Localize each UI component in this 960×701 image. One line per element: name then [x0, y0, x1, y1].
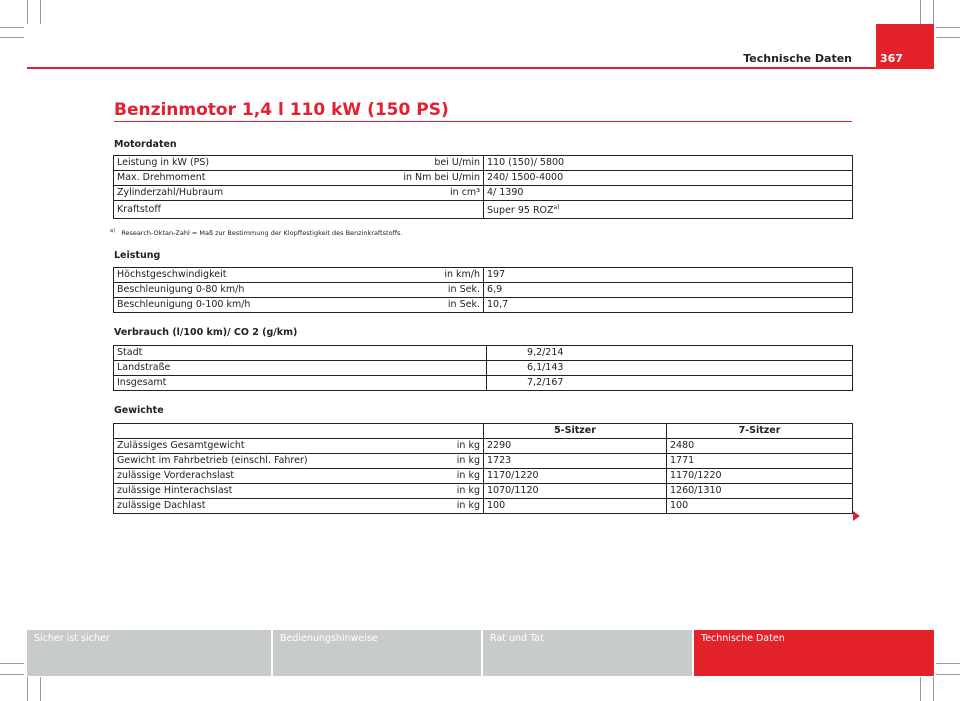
table-leistung	[113, 267, 853, 313]
table-verbrauch	[113, 345, 853, 391]
row-label: Max. Drehmoment	[114, 171, 335, 186]
row-unit: bei U/min	[335, 156, 484, 171]
row-value-5-sitzer: 1070/1120	[484, 484, 667, 499]
crop-mark	[40, 677, 41, 701]
footnote-text: Research-Oktan-Zahl = Maß zur Bestimmung der Klopffestigkeit des Benzinkraftstoffs.	[121, 229, 403, 238]
row-value-7-sitzer: 1170/1220	[667, 469, 853, 484]
footer-tab-label: Rat und Tat	[490, 633, 544, 644]
row-value-7-sitzer: 1260/1310	[667, 484, 853, 499]
row-value-5-sitzer: 1723	[484, 454, 667, 469]
row-value: 197	[484, 268, 853, 283]
footer-tab-technische-daten[interactable]	[694, 630, 934, 676]
footer-tab-sicher-ist-sicher[interactable]	[27, 630, 271, 676]
footnote	[110, 228, 403, 237]
section-heading-leistung: Leistung	[114, 250, 161, 261]
row-value: 4/ 1390	[484, 186, 853, 201]
row-unit: in Sek.	[335, 298, 484, 313]
row-unit: in kg	[335, 454, 484, 469]
row-value: 10,7	[484, 298, 853, 313]
row-label: Kraftstoff	[114, 201, 335, 219]
row-label: Höchstgeschwindigkeit	[114, 268, 335, 283]
table-gewichte	[113, 423, 853, 514]
table-row	[114, 298, 853, 313]
row-unit: in Sek.	[335, 283, 484, 298]
row-value-cell	[484, 201, 853, 219]
section-heading-verbrauch: Verbrauch (l/100 km)/ CO 2 (g/km)	[114, 327, 298, 338]
row-value-7-sitzer: 1771	[667, 454, 853, 469]
row-unit: in Nm bei U/min	[335, 171, 484, 186]
table-header-row	[114, 424, 853, 439]
footer-tab-rat-und-tat[interactable]	[483, 630, 692, 676]
crop-mark	[936, 663, 960, 664]
table-row	[114, 361, 853, 376]
row-value: 9,2/214	[487, 346, 853, 361]
row-label: zulässige Vorderachslast	[114, 469, 335, 484]
table-row	[114, 283, 853, 298]
footer-tab-label: Sicher ist sicher	[34, 633, 110, 644]
table-row	[114, 469, 853, 484]
table-row	[114, 484, 853, 499]
row-label: Gewicht im Fahrbetrieb (einschl. Fahrer)	[114, 454, 335, 469]
crop-mark	[0, 674, 24, 675]
row-label: zulässige Dachlast	[114, 499, 335, 514]
crop-mark	[936, 27, 960, 28]
page-number: 367	[880, 52, 903, 65]
row-value-5-sitzer: 1170/1220	[484, 469, 667, 484]
table-row	[114, 499, 853, 514]
footer-tab-label: Technische Daten	[701, 633, 785, 644]
table-row	[114, 156, 853, 171]
running-header: Technische Daten	[743, 52, 852, 65]
row-label: Zulässiges Gesamtgewicht	[114, 439, 335, 454]
table-row	[114, 186, 853, 201]
row-value-5-sitzer: 100	[484, 499, 667, 514]
row-unit: in kg	[335, 499, 484, 514]
continue-arrow-icon	[853, 511, 860, 521]
table-row	[114, 268, 853, 283]
row-unit: in cm³	[335, 186, 484, 201]
table-row	[114, 376, 853, 391]
row-unit: in kg	[335, 469, 484, 484]
crop-mark	[933, 677, 934, 701]
row-label: Leistung in kW (PS)	[114, 156, 335, 171]
header-empty-cell	[114, 424, 484, 439]
row-value: 6,9	[484, 283, 853, 298]
row-value-7-sitzer: 2480	[667, 439, 853, 454]
footer-tab-label: Bedienungshinweise	[280, 633, 378, 644]
column-header: 5-Sitzer	[484, 424, 667, 439]
crop-mark	[920, 0, 921, 24]
table-row	[114, 346, 853, 361]
crop-mark	[40, 0, 41, 24]
crop-mark	[0, 27, 24, 28]
row-value: 6,1/143	[487, 361, 853, 376]
row-value: 110 (150)/ 5800	[484, 156, 853, 171]
row-label: zulässige Hinterachslast	[114, 484, 335, 499]
crop-mark	[936, 674, 960, 675]
row-value: 7,2/167	[487, 376, 853, 391]
crop-mark	[27, 677, 28, 701]
section-heading-gewichte: Gewichte	[114, 405, 164, 416]
footnote-ref: a)	[553, 204, 560, 211]
table-row	[114, 201, 853, 219]
row-unit: in kg	[335, 484, 484, 499]
title-rule	[114, 121, 852, 122]
crop-mark	[0, 663, 24, 664]
row-label: Beschleunigung 0-80 km/h	[114, 283, 335, 298]
section-heading-motordaten: Motordaten	[114, 139, 177, 150]
row-value: 240/ 1500-4000	[484, 171, 853, 186]
row-label: Landstraße	[114, 361, 487, 376]
table-motordaten	[113, 155, 853, 219]
row-value: Super 95 ROZ	[487, 205, 554, 217]
table-row	[114, 171, 853, 186]
column-header: 7-Sitzer	[667, 424, 853, 439]
row-label: Beschleunigung 0-100 km/h	[114, 298, 335, 313]
footnote-marker: a)	[110, 228, 116, 234]
row-unit: in kg	[335, 439, 484, 454]
crop-mark	[920, 677, 921, 701]
table-row	[114, 439, 853, 454]
row-label: Insgesamt	[114, 376, 487, 391]
table-row	[114, 454, 853, 469]
row-value-7-sitzer: 100	[667, 499, 853, 514]
row-label: Stadt	[114, 346, 487, 361]
row-value-5-sitzer: 2290	[484, 439, 667, 454]
row-unit	[335, 201, 484, 219]
header-rule	[27, 67, 934, 69]
crop-mark	[936, 37, 960, 38]
row-unit: in km/h	[335, 268, 484, 283]
crop-mark	[933, 0, 934, 24]
footer-tab-bedienungshinweise[interactable]	[273, 630, 481, 676]
crop-mark	[27, 0, 28, 24]
row-label: Zylinderzahl/Hubraum	[114, 186, 335, 201]
page-title: Benzinmotor 1,4 l 110 kW (150 PS)	[114, 100, 449, 120]
crop-mark	[0, 37, 24, 38]
